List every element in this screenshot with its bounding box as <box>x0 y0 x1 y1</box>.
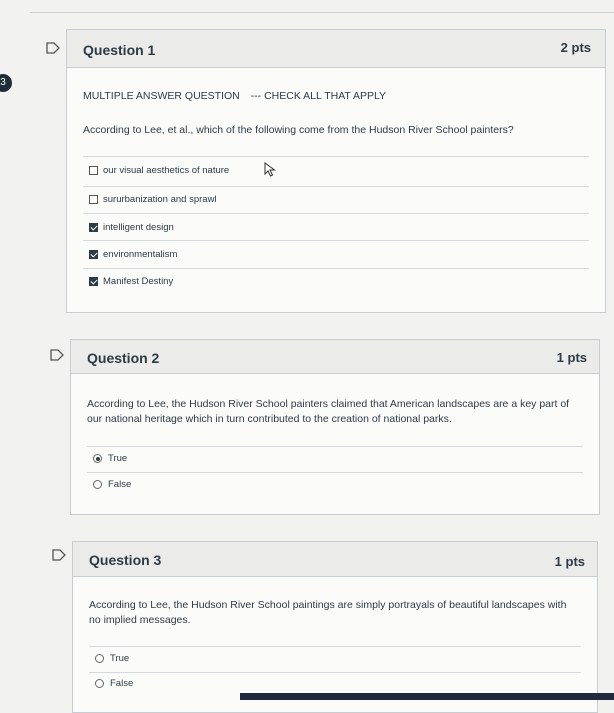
divider <box>83 268 589 269</box>
question-3-title: Question 3 <box>89 552 162 568</box>
option-label: False <box>110 678 134 689</box>
option-label: True <box>108 453 128 464</box>
question-3-header <box>73 542 597 577</box>
side-badge: 3 <box>0 74 12 92</box>
option-label: sururbanization and sprawl <box>103 194 217 205</box>
question-3-card <box>72 541 598 713</box>
option-label: our visual aesthetics of nature <box>103 165 230 176</box>
radio[interactable] <box>93 480 102 489</box>
option-5[interactable] <box>89 276 173 287</box>
flag-question-3-icon[interactable] <box>52 549 66 561</box>
bottom-bar <box>240 693 614 700</box>
option-4[interactable] <box>89 249 177 260</box>
question-1-instruction: --- CHECK ALL THAT APPLY <box>250 90 387 102</box>
option-true[interactable] <box>95 653 129 664</box>
option-label: True <box>110 653 130 664</box>
mouse-pointer-icon <box>264 162 278 178</box>
option-label: intelligent design <box>103 222 174 233</box>
question-2-header <box>71 340 599 374</box>
question-1-type: MULTIPLE ANSWER QUESTION <box>83 90 240 102</box>
option-true[interactable] <box>93 453 127 464</box>
question-1-subtitle <box>83 89 386 104</box>
question-2-prompt: According to Lee, the Hudson River School painters claimed that American landscapes are a key part of our national heritage which in turn contributed to the creation of national parks. <box>87 398 570 425</box>
divider <box>83 240 589 241</box>
top-divider <box>30 12 614 13</box>
radio-selected[interactable] <box>93 454 102 463</box>
option-false[interactable] <box>93 479 131 490</box>
flag-question-1-icon[interactable] <box>46 42 60 54</box>
option-false[interactable] <box>95 678 133 689</box>
divider <box>87 472 583 473</box>
question-1-card <box>66 29 606 313</box>
divider <box>89 672 581 673</box>
option-1[interactable] <box>89 165 229 176</box>
option-label: False <box>108 479 132 490</box>
divider <box>89 646 581 647</box>
question-2-points: 1 pts <box>556 350 587 365</box>
question-1-prompt: According to Lee, et al., which of the following come from the Hudson River School painters? <box>83 124 514 136</box>
option-label: environmentalism <box>103 249 178 260</box>
question-1-title: Question 1 <box>83 42 156 58</box>
radio[interactable] <box>95 679 104 688</box>
flag-question-2-icon[interactable] <box>50 349 64 361</box>
question-1-header <box>67 30 605 68</box>
checkbox[interactable] <box>89 195 98 204</box>
option-3[interactable] <box>89 222 174 233</box>
option-2[interactable] <box>89 194 217 205</box>
question-1-points: 2 pts <box>560 40 591 55</box>
question-3-points: 1 pts <box>554 554 585 569</box>
checkbox-checked[interactable] <box>89 250 98 259</box>
checkbox-checked[interactable] <box>89 277 98 286</box>
divider <box>83 156 589 157</box>
divider <box>83 186 589 187</box>
checkbox[interactable] <box>89 166 98 175</box>
question-2-card <box>70 339 600 515</box>
option-label: Manifest Destiny <box>103 276 174 287</box>
checkbox-checked[interactable] <box>89 223 98 232</box>
radio[interactable] <box>95 654 104 663</box>
question-3-prompt: According to Lee, the Hudson River School paintings are simply portrayals of beautiful landscapes with no implied messages. <box>89 599 567 626</box>
question-2-title: Question 2 <box>87 350 160 366</box>
divider <box>83 213 589 214</box>
divider <box>87 446 583 447</box>
